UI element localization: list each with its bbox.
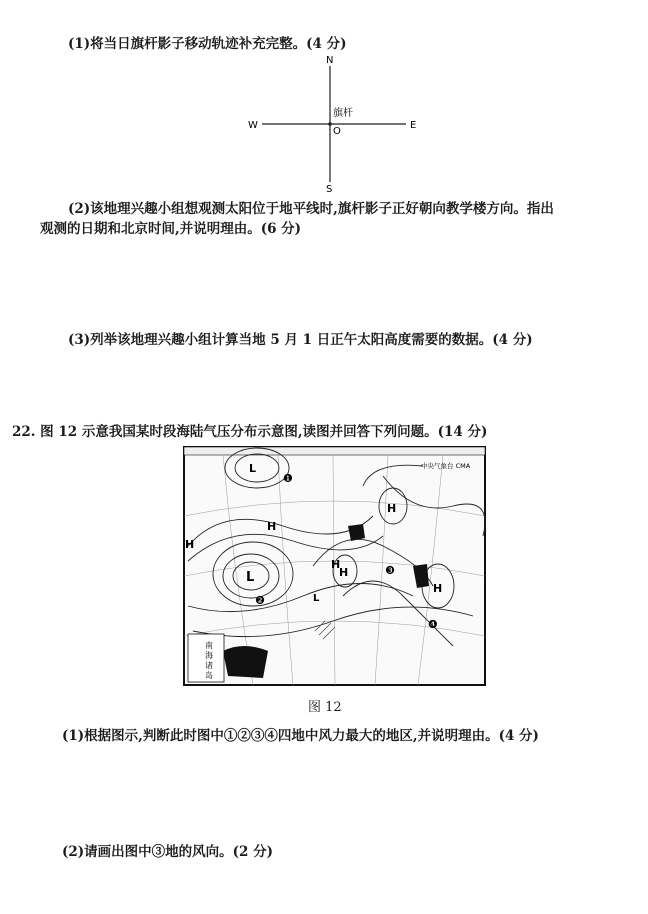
inset-label-2: 海 — [205, 651, 213, 660]
high-center-north: H — [267, 520, 277, 533]
origin-label: O — [333, 126, 341, 137]
high-center-mid-2: H — [339, 566, 349, 579]
marker-3: ❸ — [385, 564, 395, 577]
marker-1: ❶ — [283, 472, 293, 485]
inset-label-1: 南 — [205, 641, 213, 650]
north-label: N — [326, 55, 334, 66]
high-center-west: H — [185, 538, 195, 551]
inset-label-3: 诸 — [205, 661, 213, 670]
low-center-west: L — [246, 570, 255, 585]
compass-diagram — [240, 52, 430, 194]
marker-2: ❷ — [255, 594, 265, 607]
q22-part2: (2)请画出图中③地的风向。(2 分) — [62, 844, 274, 860]
flagpole-point — [328, 122, 332, 126]
east-label: E — [410, 120, 417, 131]
south-label: S — [326, 184, 333, 194]
source-mark: 中央气象台 CMA — [421, 462, 471, 470]
q21-part3: (3)列举该地理兴趣小组计算当地 5 月 1 日正午太阳高度需要的数据。(4 分) — [68, 332, 533, 348]
dark-patch-3 — [223, 646, 268, 678]
dark-patch-1 — [348, 524, 365, 541]
high-center-east: H — [433, 582, 443, 595]
q22-intro: 22. 图 12 示意我国某时段海陆气压分布示意图,读图并回答下列问题。(14 分) — [12, 424, 488, 440]
low-center-north: L — [249, 462, 257, 475]
figure-caption: 图 12 — [308, 700, 342, 715]
map-top-strip — [184, 447, 485, 455]
q22-part1: (1)根据图示,判断此时图中①②③④四地中风力最大的地区,并说明理由。(4 分) — [62, 728, 539, 744]
inset-label-4: 岛 — [205, 671, 213, 680]
west-label: W — [248, 120, 258, 131]
flagpole-label: 旗杆 — [333, 108, 353, 119]
pressure-map — [183, 446, 486, 686]
low-center-mid: L — [313, 593, 320, 604]
marker-4: ❹ — [428, 618, 438, 631]
q21-part2-line2: 观测的日期和北京时间,并说明理由。(6 分) — [40, 221, 302, 237]
q21-part1: (1)将当日旗杆影子移动轨迹补充完整。(4 分) — [68, 36, 347, 52]
high-center-mid: H — [331, 558, 341, 571]
q21-part2-line1: (2)该地理兴趣小组想观测太阳位于地平线时,旗杆影子正好朝向教学楼方向。指出 — [68, 201, 554, 217]
high-center-northeast: H — [387, 502, 397, 515]
